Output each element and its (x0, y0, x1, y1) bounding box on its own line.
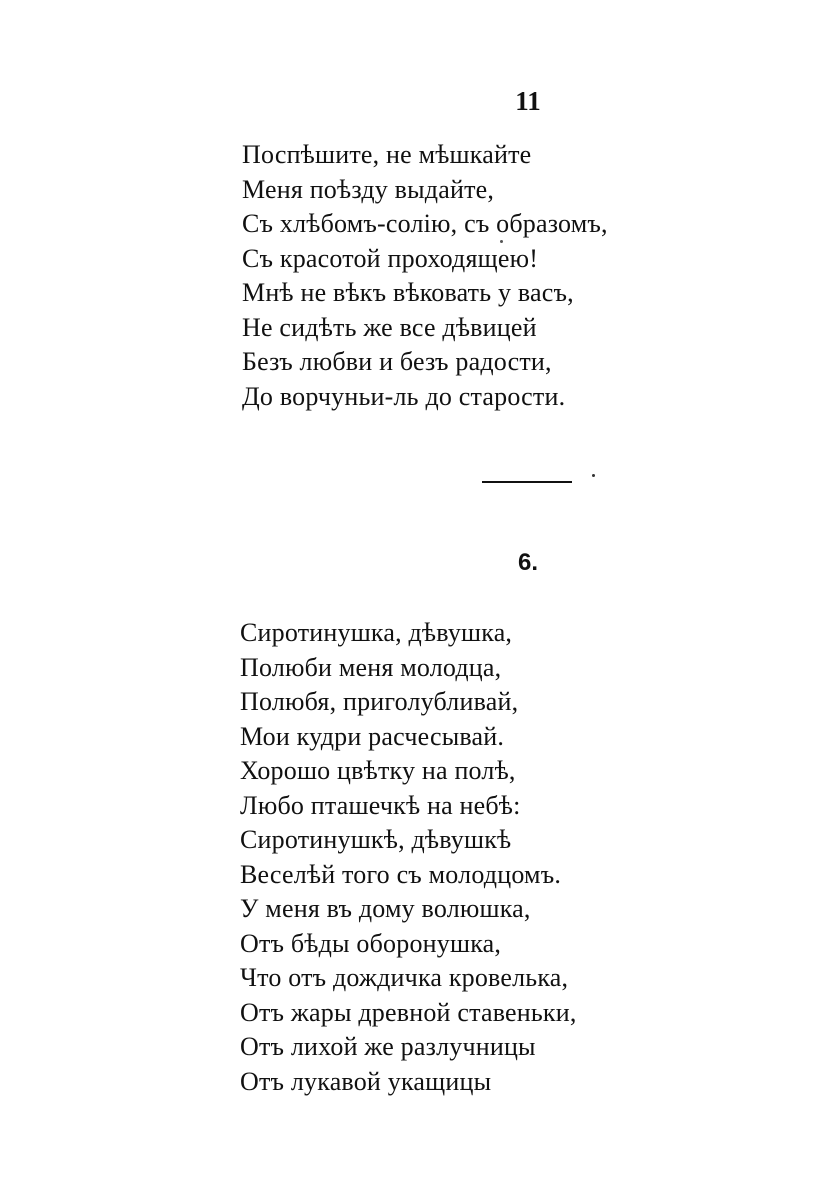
verse-line: Поспѣшите, не мѣшкайте (242, 140, 532, 169)
verse-line: Отъ бѣды оборонушка, (240, 928, 502, 958)
verse-line: Отъ лукавой укащицы (240, 1066, 492, 1096)
print-speck (592, 474, 595, 477)
verse-line: Сиротинушкѣ, дѣвушкѣ (240, 825, 512, 854)
verse-line: У меня въ дому волюшка, (240, 894, 531, 923)
verse-line: Веселѣй того съ молодцомъ. (240, 859, 562, 889)
verse-line: Что отъ дождичка кровелька, (240, 963, 569, 992)
verse-line: Сиротинушка, дѣвушка, (240, 618, 513, 647)
verse-line: Отъ лихой же разлучницы (240, 1032, 536, 1061)
verse-line: До ворчуньи-ль до старости. (242, 381, 566, 411)
verse-line: Отъ жары древной ставеньки, (240, 997, 577, 1027)
page-number: 11 (515, 86, 541, 116)
verse-line: Полюбя, приголубливай, (240, 687, 519, 716)
print-speck (500, 240, 503, 243)
verse-line: Безъ любви и безъ радости, (242, 347, 552, 376)
verse-line: Полюби меня молодца, (240, 652, 502, 682)
verse-line: Хорошо цвѣтку на полѣ, (240, 756, 516, 785)
verse-line: Съ хлѣбомъ-солію, съ образомъ, (242, 209, 608, 238)
poem-continuation (242, 138, 608, 414)
verse-line: Мнѣ не вѣкъ вѣковать у васъ, (242, 278, 574, 307)
section-divider (482, 481, 572, 483)
verse-line: Меня поѣзду выдайте, (242, 174, 495, 204)
verse-line: Мои кудри расчесывай. (240, 721, 505, 751)
verse-line: Не сидѣть же все дѣвицей (242, 312, 537, 342)
poem-number: 6. (517, 549, 538, 576)
verse-line: Съ красотой проходящею! (242, 243, 539, 273)
poem-6 (240, 616, 577, 1099)
verse-line: Любо пташечкѣ на небѣ: (240, 790, 521, 820)
